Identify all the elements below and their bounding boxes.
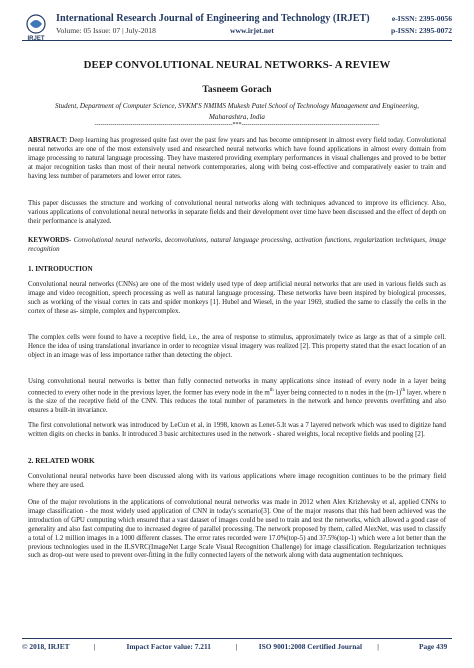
abstract-paragraph bbox=[28, 137, 446, 182]
footer-impact-factor: Impact Factor value: 7.211 bbox=[126, 642, 211, 651]
abstract-paragraph-2: This paper discusses the structure and working of convolutional neural networks along with techniques advanced to improve its efficiency. Also, various applications of convolutional neural networks in separate fields and their development over time have been discussed and the effect of depth on their performance is analyzed. bbox=[28, 200, 446, 225]
separator-stars: ---------------------------------------------------------------------***--------------------------------------------------------------------- bbox=[94, 122, 380, 128]
related-paragraph-1: Convolutional neural networks have been discussed along with its various applications where image recognition continues to be the primary field where they are used. bbox=[28, 473, 446, 489]
footer-copyright: © 2018, IRJET bbox=[22, 642, 70, 651]
author-affiliation: Student, Department of Computer Science, SVKM'S NMIMS Mukesh Patel School of Technology Management and Engineering, Maharashtra, India bbox=[55, 102, 419, 121]
footer-page-number: Page 439 bbox=[419, 642, 448, 651]
intro-p3-part-b: layer being connected to n nodes in the (m-1) bbox=[273, 389, 402, 397]
eissn: e-ISSN: 2395-0056 bbox=[391, 14, 452, 23]
related-paragraph-2: One of the major revolutions in the applications of convolutional neural networks was made in 2012 when Alex Krizhevsky et al, applied CNNs to image classification - the most widely used application of CNN in today's scenario[3]. One of the major reasons that this had been achieved was the introduction of GPU computing which ensured that a vast dataset of images could be used to train and test the networks, which allowed a good case of generality and also fast computing due to increased degree of parallel processing. The network proposed by them, called AlexNet, was used to classify a total of 1.2 million images in a 1000 different classes. The error rates recorded were 17.0%(top-5) and 37.5%(top-1) which were a lot better than the previous technologies used in the ILSVRC(ImageNet Large Scale Visual Recognition Challenge) for image classification. Regularization techniques such as drop-out were used to prevent over-fitting in the fully connected layers of the network along with data augmentation techniques. bbox=[28, 499, 446, 560]
header-divider bbox=[22, 40, 452, 41]
paper-title: DEEP CONVOLUTIONAL NEURAL NETWORKS- A REVIEW bbox=[83, 59, 391, 71]
intro-paragraph-4: The first convolutional network was introduced by LeCun et al, in 1998, known as Lenet-5.It was a 7 layered network which was used to digitize hand written digits on checks in banks. It introduced 3 basic architectures used in the network - shared weights, local receptive fields and pooling [2]. bbox=[28, 422, 446, 438]
section-heading-introduction: 1. INTRODUCTION bbox=[28, 265, 93, 273]
journal-website[interactable]: www.irjet.net bbox=[230, 26, 274, 35]
abstract-text: Deep learning has progressed quite fast over the past few years and has become omnipresent in almost every field today. Convolutional neural networks are one of the most extensively used and researched neural networks which have found applications in almost every domain from image processing to natural language processing. They have mastered providing exemplary performances in visual challenges and proved to be better at major recognition tasks than most of their neural network contemporaries, along with being cost-effective and comparatively easier to train and having less number of parameters and lower error rates. bbox=[28, 137, 446, 180]
superscript-th: th bbox=[269, 387, 274, 393]
logo-text: IRJET bbox=[27, 36, 45, 41]
volume-issue: Volume: 05 Issue: 07 | July-2018 bbox=[56, 26, 156, 35]
intro-paragraph-2: The complex cells were found to have a receptive field, i.e., the area of response to stimulus, approximately twice as large as that of a simple cell. Hence the idea of using translational invariance in order to recognize visual imagery was realized [2]. This property stated that the exact location of an object in an image was of less importance rather than detecting the object. bbox=[28, 334, 446, 359]
intro-paragraph-3 bbox=[28, 378, 446, 416]
abstract-label: ABSTRACT: bbox=[28, 137, 68, 144]
footer: © 2018, IRJET | Impact Factor value: 7.211 | ISO 9001:2008 Certified Journal | Page 439 bbox=[22, 642, 448, 651]
intro-p3-part-a: Using convolutional neural networks is better than fully connected networks in many applications since instead of every node in a layer being connected to every other node in the previous layer, the former has every node in the m bbox=[28, 378, 446, 397]
intro-p3-part-c: layer, where n is the size of the receptive field of the CNN. This reduces the total number of parameters in the network and hence prevents overfitting and also ensures a built-in invariance. bbox=[28, 389, 446, 415]
keywords-paragraph bbox=[28, 237, 446, 255]
keywords-label: KEYWORDS- bbox=[28, 237, 72, 244]
keywords-text: Convolutional neural networks, deconvolutions, natural language processing, activation functions, regularization techniques, image recognition bbox=[28, 237, 446, 253]
journal-title: International Research Journal of Engineering and Technology (IRJET) bbox=[56, 13, 370, 24]
footer-iso: ISO 9001:2008 Certified Journal bbox=[258, 642, 363, 651]
intro-paragraph-1: Convolutional neural networks (CNNs) are one of the most widely used type of deep artificial neural networks that are used in various fields such as image and video recognition, speech processing as well as natural language processing. These networks have been inspired by biological processes, such as working of the visual cortex in cats and spider monkeys [1]. Hubel and Wiesel, in the year 1969, studied the same to classify the cells in the cortex of these as- simple, complex and hypercomplex. bbox=[28, 281, 446, 315]
pissn: p-ISSN: 2395-0072 bbox=[391, 26, 452, 35]
irjet-logo bbox=[22, 13, 50, 41]
superscript-th: th bbox=[401, 387, 406, 393]
author-name: Tasneem Gorach bbox=[202, 84, 272, 95]
section-heading-related-work: 2. RELATED WORK bbox=[28, 457, 95, 465]
footer-divider bbox=[22, 638, 452, 639]
